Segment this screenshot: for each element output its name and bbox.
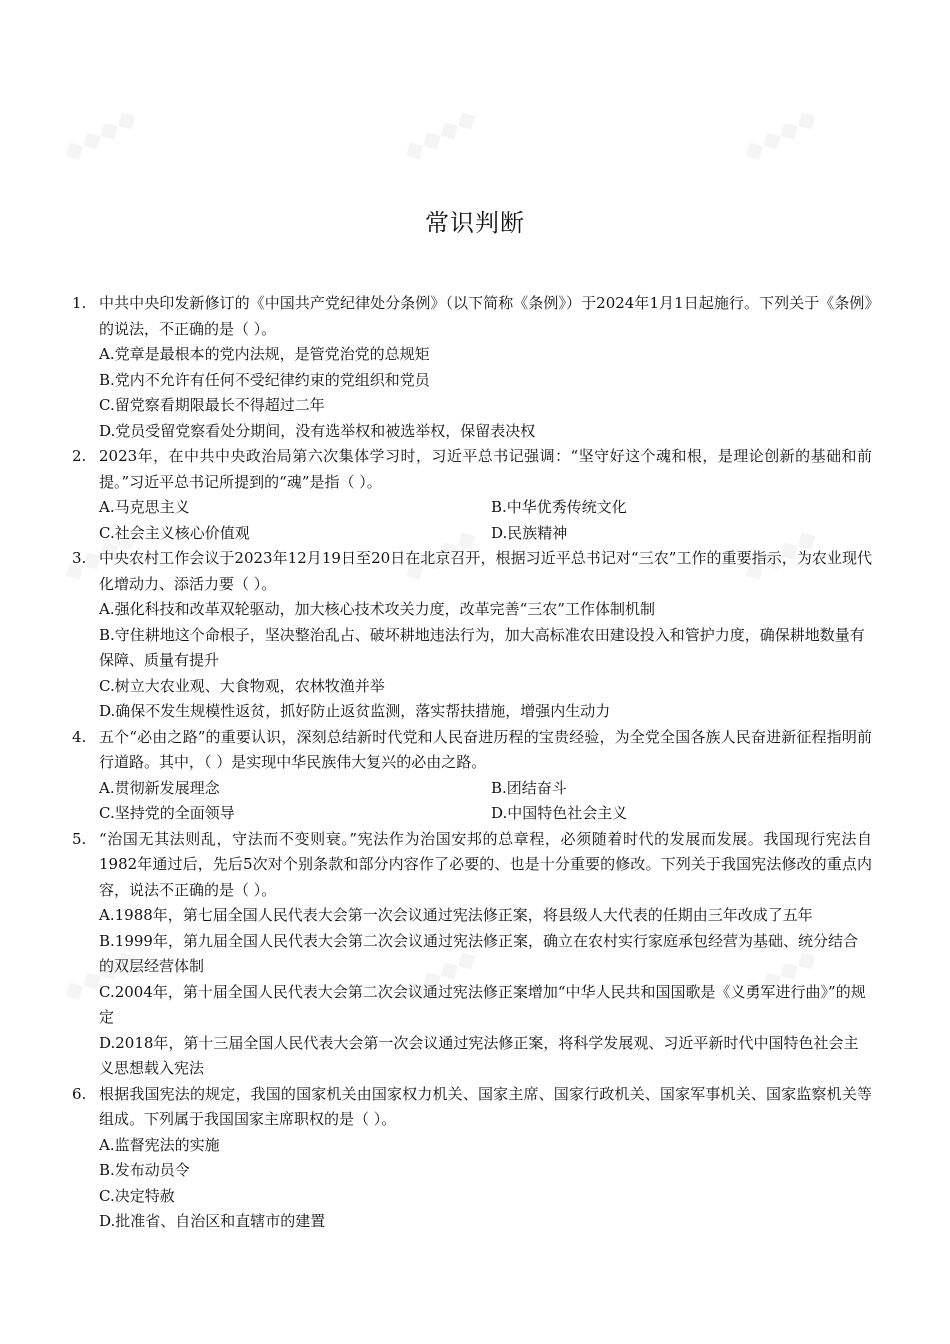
option-c: C.决定特赦 (99, 1186, 175, 1205)
question-number: 6. (72, 1084, 87, 1103)
question-text: 根据我国宪法的规定，我国的国家机关由国家权力机关、国家主席、国家行政机关、国家军事机关、国家监察机关等组成。下列属于我国国家主席职权的是（ ）。 (99, 1084, 872, 1128)
option-d: D.中国特色社会主义 (491, 804, 628, 822)
option-a: A.强化科技和改革双轮驱动，加大核心技术攻关力度，改革完善“三农”工作体制机制 (99, 600, 655, 618)
option-d: D.确保不发生规模性返贫，抓好防止返贫监测，落实帮扶措施，增强内生动力 (99, 702, 611, 720)
question-text: 五个“必由之路”的重要认识，深刻总结新时代党和人民奋进历程的宝贵经验，为全党全国各族人民奋进新征程指明前行道路。其中，（ ）是实现中华民族伟大复兴的必由之路。 (99, 727, 872, 771)
option-a: A.监督宪法的实施 (99, 1135, 220, 1154)
question-number: 2. (72, 447, 87, 465)
options-grid (99, 776, 872, 827)
option-a: A.马克思主义 (99, 498, 190, 516)
question-3 (72, 546, 872, 725)
option-b: B.团结奋斗 (491, 778, 567, 797)
option-b: B.守住耕地这个命根子，坚决整治乱占、破坏耕地违法行为，加大高标准农田建设投入和管护力度，确保耕地数量有保障、质量有提升 (99, 625, 865, 669)
option-d: D.民族精神 (491, 523, 568, 542)
option-d: D.批准省、自治区和直辖市的建置 (99, 1212, 326, 1230)
question-4 (72, 725, 872, 827)
option-d: D.党员受留党察看处分期间，没有选举权和被选举权，保留表决权 (99, 421, 536, 440)
option-b: B.中华优秀传统文化 (491, 498, 627, 516)
option-d: D.2018年，第十三届全国人民代表大会第一次会议通过宪法修正案，将科学发展观、习近平新时代中国特色社会主义思想载入宪法 (99, 1033, 859, 1077)
question-1 (72, 291, 872, 444)
question-number: 5. (72, 829, 87, 848)
question-text: 2023年，在中共中央政治局第六次集体学习时，习近平总书记强调：“坚守好这个魂和根，是理论创新的基础和前提。”习近平总书记所提到的“魂”是指（ ）。 (99, 447, 872, 491)
question-5 (72, 827, 872, 1082)
question-2 (72, 444, 872, 546)
option-b: B.发布动员令 (99, 1161, 190, 1179)
question-6 (72, 1082, 872, 1235)
option-c: C.坚持党的全面领导 (99, 804, 235, 822)
question-text: “治国无其法则乱，守法而不变则衰。”宪法作为治国安邦的总章程，必须随着时代的发展而发展。我国现行宪法自1982年通过后，先后5次对个别条款和部分内容作了必要的、也是十分重要的修改。下列关于我国宪法修改的重点内容，说法不正确的是（ ）。 (99, 829, 872, 899)
question-number: 4. (72, 727, 87, 746)
question-text: 中共中央印发新修订的《中国共产党纪律处分条例》（以下简称《条例》）于2024年1月1日起施行。下列关于《条例》的说法，不正确的是（ ）。 (99, 294, 872, 338)
question-list (72, 291, 872, 1235)
question-number: 3. (72, 549, 87, 567)
option-c: C.社会主义核心价值观 (99, 523, 250, 542)
option-a: A.党章是最根本的党内法规，是管党治党的总规矩 (99, 345, 430, 363)
options-grid (99, 495, 872, 546)
option-c: C.2004年，第十届全国人民代表大会第二次会议通过宪法修正案增加“中华人民共和国国歌是《义勇军进行曲》”的规定 (99, 982, 866, 1026)
option-b: B.党内不允许有任何不受纪律约束的党组织和党员 (99, 370, 430, 389)
option-c: C.留党察看期限最长不得超过二年 (99, 396, 325, 414)
option-a: A.贯彻新发展理念 (99, 778, 220, 797)
question-text: 中央农村工作会议于2023年12月19日至20日在北京召开，根据习近平总书记对“三农”工作的重要指示，为农业现代化增动力、添活力要（ ）。 (99, 549, 872, 593)
question-number: 1. (72, 294, 87, 312)
option-b: B.1999年，第九届全国人民代表大会第二次会议通过宪法修正案，确立在农村实行家庭承包经营为基础、统分结合的双层经营体制 (99, 931, 858, 975)
option-c: C.树立大农业观、大食物观，农林牧渔并举 (99, 676, 385, 695)
option-a: A.1988年，第七届全国人民代表大会第一次会议通过宪法修正案，将县级人大代表的任期由三年改成了五年 (99, 906, 813, 924)
page-title: 常识判断 (425, 209, 525, 237)
